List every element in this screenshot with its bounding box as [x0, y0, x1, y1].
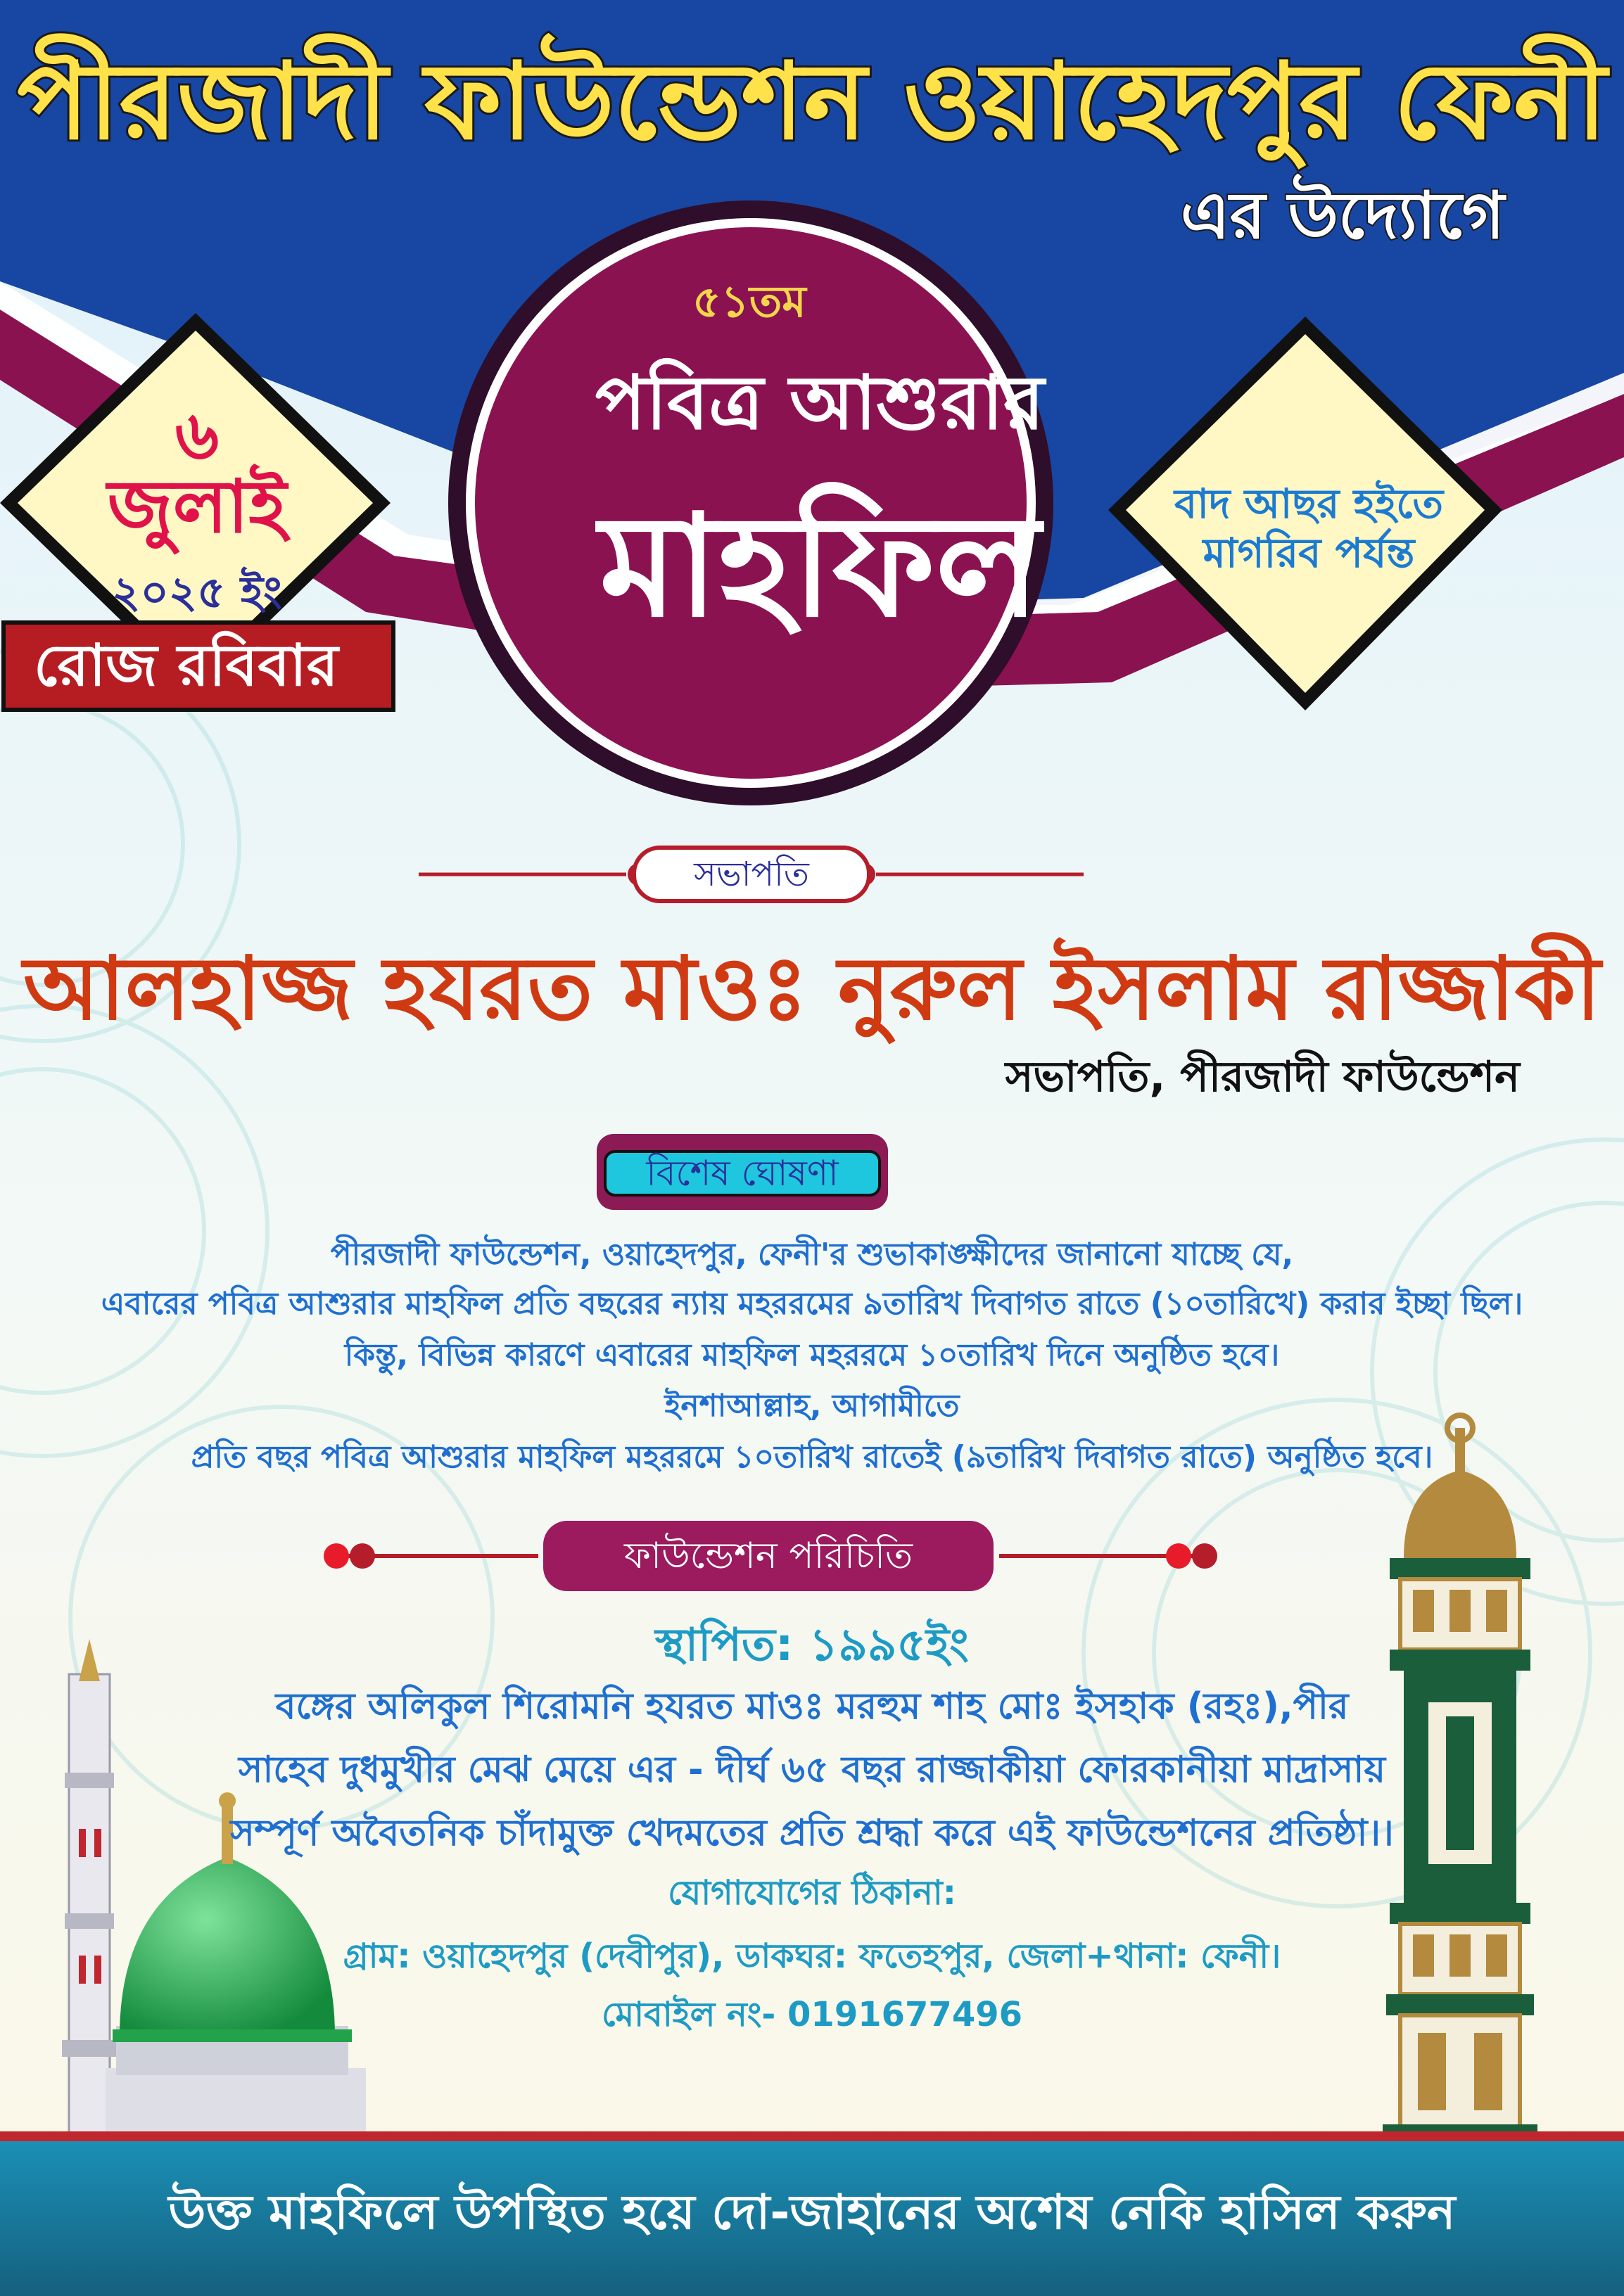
foundation-line: বঙ্গের অলিকুল শিরোমনি হযরত মাওঃ মরহুম শাহ মোঃ ইসহাক (রহঃ),পীর [275, 1685, 1349, 1728]
chair-name: আলহাজ্জ হযরত মাওঃ নুরুল ইসলাম রাজ্জাকী [23, 938, 1601, 1040]
event-date-year: ২০২৫ ইং [112, 566, 282, 618]
contact-address: গ্রাম: ওয়াহেদপুর (দেবীপুর), ডাকঘর: ফতেহপুর, জেলা+থানা: ফেনী। [343, 1937, 1281, 1976]
footer-message: উক্ত মাহফিলে উপস্থিত হয়ে দো-জাহানের অশেষ নেকি হাসিল করুন [168, 2185, 1456, 2240]
event-edition: ৫১তম [692, 276, 806, 327]
foundation-badge: ফাউন্ডেশন পরিচিতি [543, 1521, 994, 1591]
contact-heading: যোগাযোগের ঠিকানা: [668, 1873, 956, 1913]
event-name-line2: মাহফিল [599, 485, 1041, 649]
notice-line: এবারের পবিত্র আশুরার মাহফিল প্রতি বছরের ন্যায় মহররমের ৯তারিখ দিবাগত রাতে (১০তারিখে) করার ইচ্ছা ছিল। [101, 1286, 1523, 1322]
foundation-line: সাহেব দুধমুখীর মেঝ মেয়ে এর - দীর্ঘ ৬৫ বছর রাজ্জাকীয়া ফোরকানীয়া মাদ্রাসায় [239, 1749, 1385, 1791]
notice-badge: বিশেষ ঘোষণা [604, 1150, 881, 1197]
event-time-line1: বাদ আছর হইতে [1174, 480, 1444, 528]
contact-mobile: মোবাইল নং- 0191677496 [601, 1995, 1023, 2034]
notice-line: ইনশাআল্লাহ, আগামীতে [664, 1388, 960, 1424]
notice-line: পীরজাদী ফাউন্ডেশন, ওয়াহেদপুর, ফেনী'র শুভাকাঙ্ক্ষীদের জানানো যাচ্ছে যে, [330, 1237, 1294, 1273]
event-time-line2: মাগরিব পর্যন্ত [1203, 529, 1415, 577]
foundation-line: সম্পূর্ণ অবৈতনিক চাঁদামুক্ত খেদমতের প্রতি শ্রদ্ধা করে এই ফাউন্ডেশনের প্রতিষ্ঠা।। [230, 1812, 1394, 1854]
notice-line: প্রতি বছর পবিত্র আশুরার মাহফিল মহররমে ১০তারিখ রাতেই (৯তারিখ দিবাগত রাতে) অনুষ্ঠিত হবে। [191, 1439, 1433, 1475]
foundation-established: স্থাপিত: ১৯৯৫ইং [655, 1619, 969, 1671]
organization-subtitle: এর উদ্যোগে [1180, 178, 1504, 253]
event-weekday-badge: রোজ রবিবার [1, 620, 395, 712]
notice-line: কিন্তু, বিভিন্ন কারণে এবারের মাহফিল মহররমে ১০তারিখ দিনে অনুষ্ঠিত হবে। [344, 1337, 1280, 1373]
event-date-month: জুলাই [107, 464, 287, 549]
event-date-day: ৬ [175, 396, 220, 475]
event-name-line1: পবিত্র আশুরার [595, 359, 1045, 446]
chair-title: সভাপতি, পীরজাদী ফাউন্ডেশন [1005, 1052, 1520, 1102]
organization-title: পীরজাদী ফাউন্ডেশন ওয়াহেদপুর ফেনী [17, 41, 1607, 163]
chair-badge: সভাপতি [632, 846, 871, 903]
